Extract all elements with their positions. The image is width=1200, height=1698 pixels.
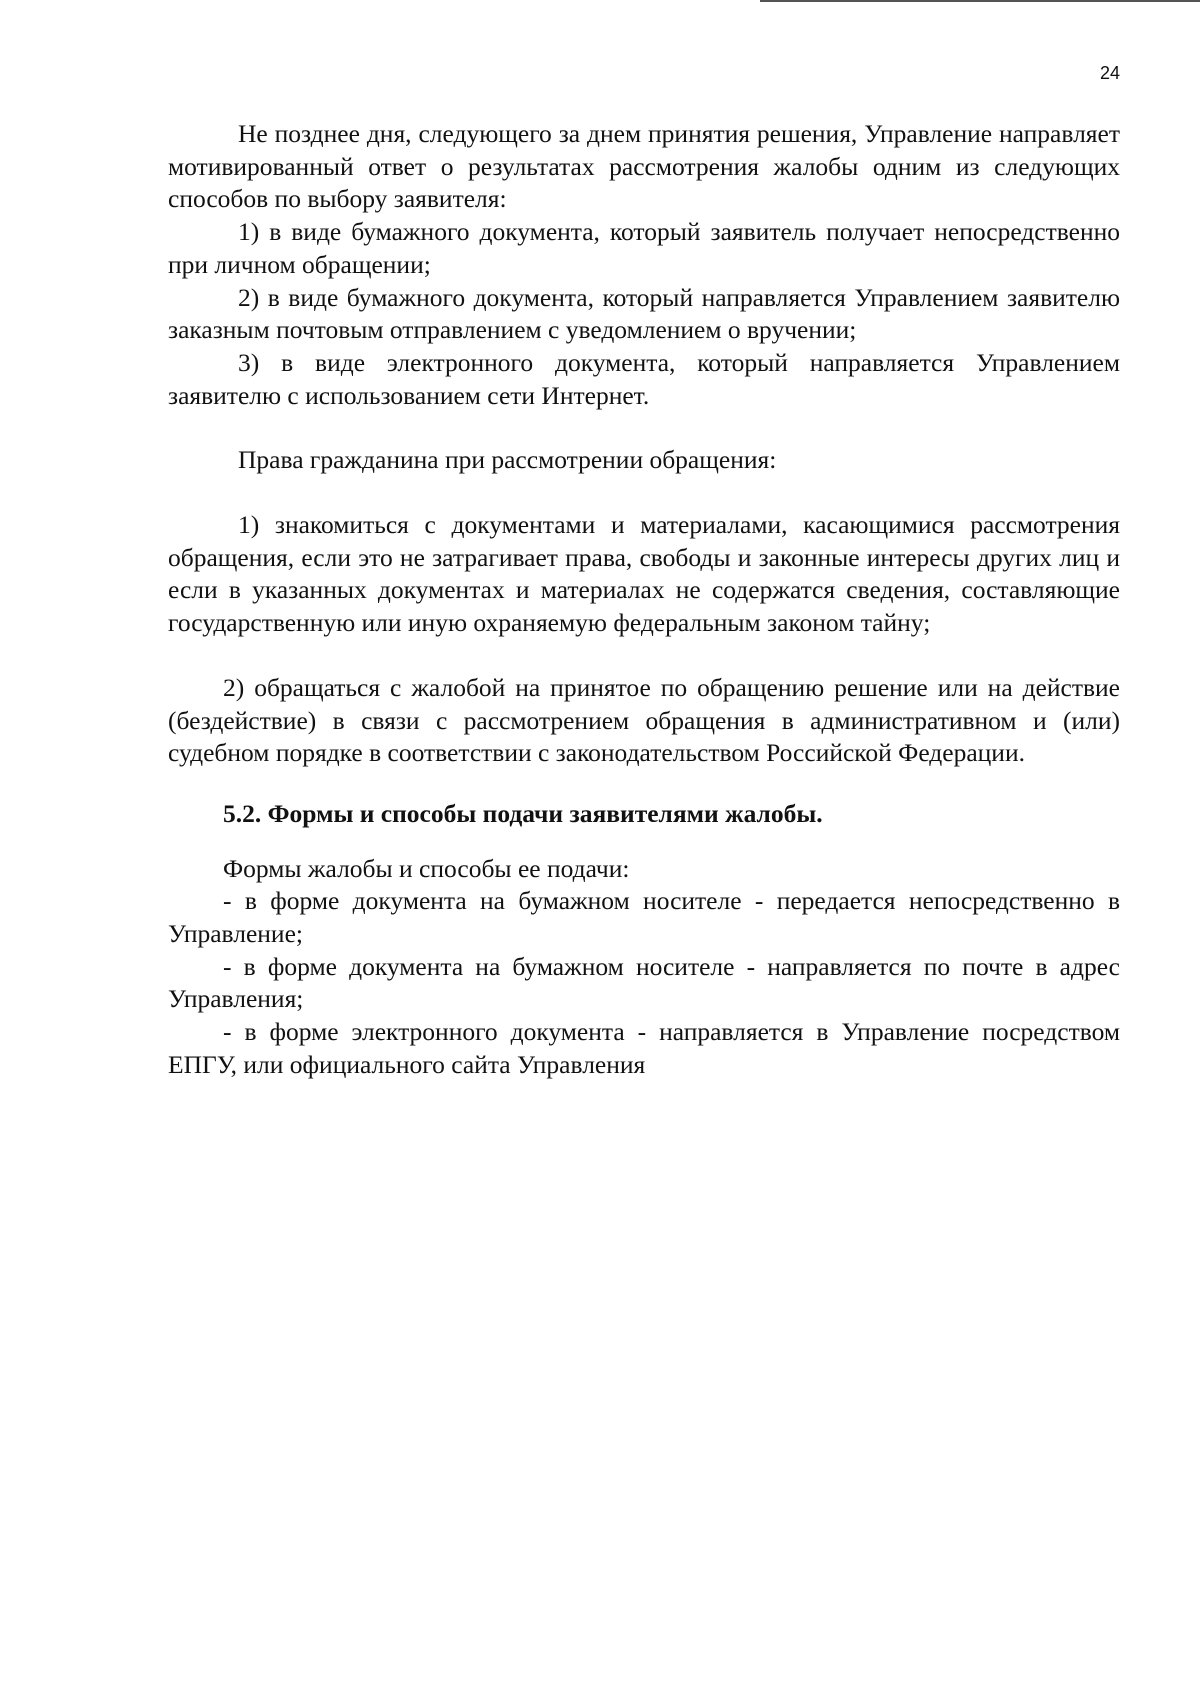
response-method-1: 1) в виде бумажного документа, который заявитель получает непосредственно при личном обращении;	[168, 217, 1120, 279]
document-body	[168, 118, 1120, 1082]
section-heading: 5.2. Формы и способы подачи заявителями жалобы.	[223, 798, 823, 828]
right-item-1: 1) знакомиться с документами и материалами, касающимися рассмотрения обращения, если это не затрагивает права, свободы и законные интересы других лиц и если в указанных документах и материалах не содержатся сведения, составляющие государственную или иную охраняемую федеральным законом тайну;	[168, 510, 1120, 638]
form-item-1: - в форме документа на бумажном носителе - передается непосредственно в Управление;	[168, 886, 1120, 949]
forms-title: Формы жалобы и способы ее подачи:	[223, 853, 630, 883]
intro-paragraph: Не позднее дня, следующего за днем принятия решения, Управление направляет мотивированный ответ о результатах рассмотрения жалобы одним из следующих способов по выбору заявителя:	[168, 119, 1120, 214]
right-item-2: 2) обращаться с жалобой на принятое по обращению решение или на действие (бездействие) в связи с рассмотрением обращения в административном и (или) судебном порядке в соответствии с законодательством Российской Федерации.	[168, 672, 1120, 768]
page-number: 24	[1099, 63, 1120, 83]
form-item-3: - в форме электронного документа - направляется в Управление посредством ЕПГУ, или официального сайта Управления	[168, 1017, 1120, 1079]
response-method-2: 2) в виде бумажного документа, который направляется Управлением заявителю заказным почтовым отправлением с уведомлением о вручении;	[168, 282, 1120, 345]
form-item-2: - в форме документа на бумажном носителе - направляется по почте в адрес Управления;	[168, 951, 1120, 1014]
scan-edge-line	[760, 0, 1200, 2]
rights-title: Права гражданина при рассмотрении обращения:	[238, 445, 777, 475]
response-method-3: 3) в виде электронного документа, который направляется Управлением заявителю с использованием сети Интернет.	[168, 347, 1120, 410]
